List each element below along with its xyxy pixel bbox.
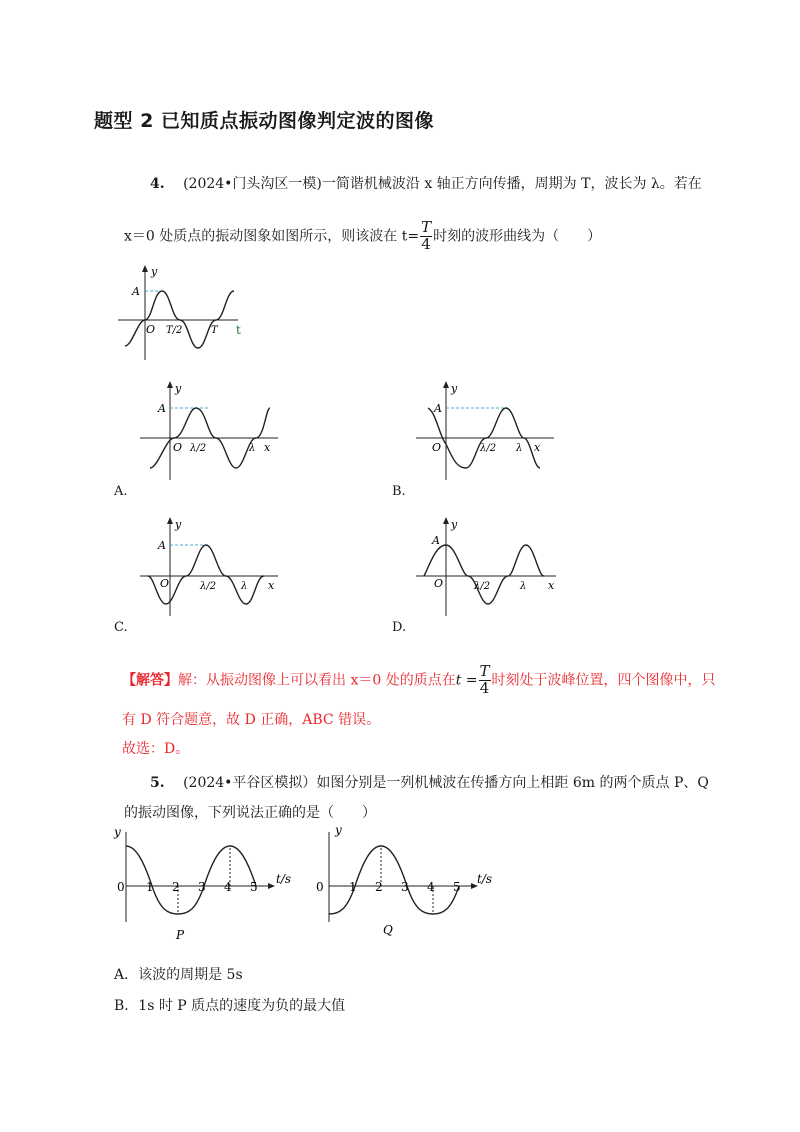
label-half: λ/2	[480, 443, 497, 454]
y-axis-arrow	[142, 265, 148, 272]
q4-option-c-label[interactable]: C.	[114, 620, 128, 635]
label-origin: O	[432, 441, 442, 454]
q5-option-b[interactable]: B．1s 时 P 质点的速度为负的最大值	[114, 998, 346, 1014]
label-x: x	[534, 441, 541, 454]
answer-choice: 故选：D。	[122, 741, 190, 757]
q4-option-d-label[interactable]: D.	[392, 620, 407, 635]
label-half: λ/2	[200, 581, 217, 592]
wave-curve	[424, 545, 544, 604]
tick-1: 1	[146, 880, 154, 894]
y-axis-arrow	[167, 517, 173, 524]
q5-graph-p	[110, 822, 310, 947]
q4-frac-top: T	[421, 218, 432, 236]
q4-fraction	[420, 220, 432, 253]
label-period: T	[211, 325, 218, 336]
answer-text1: 解：从振动图像上可以看出 x＝0 处的质点在	[178, 672, 456, 689]
label-half: λ/2	[190, 443, 207, 454]
q4-option-d-graph	[414, 512, 564, 618]
q4-number: 4.	[150, 176, 165, 192]
q5-graph-q	[313, 822, 513, 947]
answer-line2: 有 D 符合题意，故 D 正确，ABC 错误。	[122, 712, 381, 728]
answer-tag: 【解答】	[122, 672, 178, 689]
label-origin: O	[434, 577, 444, 590]
y-axis-arrow	[443, 381, 449, 388]
label-t: t/s	[477, 872, 493, 886]
label-y: y	[451, 382, 458, 395]
label-y: y	[175, 518, 182, 531]
q4-line1	[150, 173, 702, 193]
tick-4: 4	[427, 880, 435, 894]
q4-option-b-label[interactable]: B.	[392, 484, 406, 499]
section-heading: 题型 2 已知质点振动图像判定波的图像	[94, 110, 434, 132]
label-t: t	[236, 323, 241, 337]
q4-text-line1: (2024•门头沟区一模)一简谐机械波沿 x 轴正方向传播，周期为 T，波长为 λ。若在	[183, 176, 702, 192]
q4-option-a-graph	[138, 376, 288, 482]
label-full: λ	[241, 581, 248, 592]
label-y: y	[114, 825, 121, 839]
answer-frac-bot: 4	[479, 678, 490, 697]
q5-line1	[150, 772, 709, 792]
label-x: x	[264, 441, 271, 454]
q5-option-a[interactable]: A．该波的周期是 5s	[114, 967, 243, 983]
answer-text2: 时刻处于波峰位置，四个图像中，只	[491, 672, 716, 689]
tick-4: 4	[224, 880, 232, 894]
q5-line2: 的振动图像，下列说法正确的是（ ）	[124, 805, 376, 821]
label-x: x	[268, 579, 275, 592]
q4-option-a-label[interactable]: A.	[114, 484, 128, 499]
tick-3: 3	[401, 880, 409, 894]
answer-frac-top: T	[479, 662, 490, 680]
answer-fraction	[479, 664, 491, 697]
label-full: λ	[516, 443, 523, 454]
answer-t-eq: t =	[455, 672, 478, 689]
label-half: λ/2	[474, 581, 491, 592]
label-q: Q	[383, 923, 393, 937]
label-p: P	[176, 928, 185, 942]
label-zero: 0	[117, 880, 125, 894]
label-full: λ	[520, 581, 527, 592]
wave-curve	[148, 545, 264, 604]
y-axis-arrow	[167, 381, 173, 388]
tick-5: 5	[453, 880, 461, 894]
label-amplitude: A	[132, 285, 140, 298]
label-amplitude: A	[434, 402, 442, 415]
label-half-period: T/2	[166, 325, 183, 336]
q4-vibration-graph	[110, 262, 260, 362]
label-y: y	[451, 518, 458, 531]
label-y: y	[175, 382, 182, 395]
label-origin: O	[173, 441, 183, 454]
label-amplitude: A	[158, 402, 166, 415]
t-axis-arrow	[268, 883, 275, 889]
label-origin: O	[160, 577, 170, 590]
y-axis-arrow	[443, 517, 449, 524]
tick-2: 2	[172, 880, 180, 894]
q4-text-line2b: 时刻的波形曲线为（ ）	[433, 228, 602, 245]
label-zero: 0	[316, 880, 324, 894]
q4-text-line2a: x＝0 处质点的振动图象如图所示，则该波在 t=	[124, 228, 420, 245]
q5-text-line1: (2024•平谷区模拟）如图分别是一列机械波在传播方向上相距 6m 的两个质点 P、Q	[183, 775, 709, 791]
answer-line1	[122, 664, 716, 697]
label-x: x	[548, 579, 555, 592]
tick-1: 1	[349, 880, 357, 894]
q5-number: 5.	[150, 775, 165, 791]
q4-line2	[124, 220, 601, 253]
tick-2: 2	[375, 880, 383, 894]
q4-frac-bot: 4	[421, 234, 431, 253]
tick-3: 3	[198, 880, 206, 894]
label-y: y	[335, 823, 342, 837]
tick-5: 5	[250, 880, 258, 894]
label-origin: O	[146, 323, 156, 336]
label-amplitude: A	[158, 539, 166, 552]
label-amplitude: A	[432, 534, 440, 547]
q4-option-b-graph	[414, 376, 564, 482]
label-y: y	[151, 265, 158, 278]
label-full: λ	[249, 443, 256, 454]
q4-option-c-graph	[138, 512, 288, 618]
label-t: t/s	[276, 872, 292, 886]
